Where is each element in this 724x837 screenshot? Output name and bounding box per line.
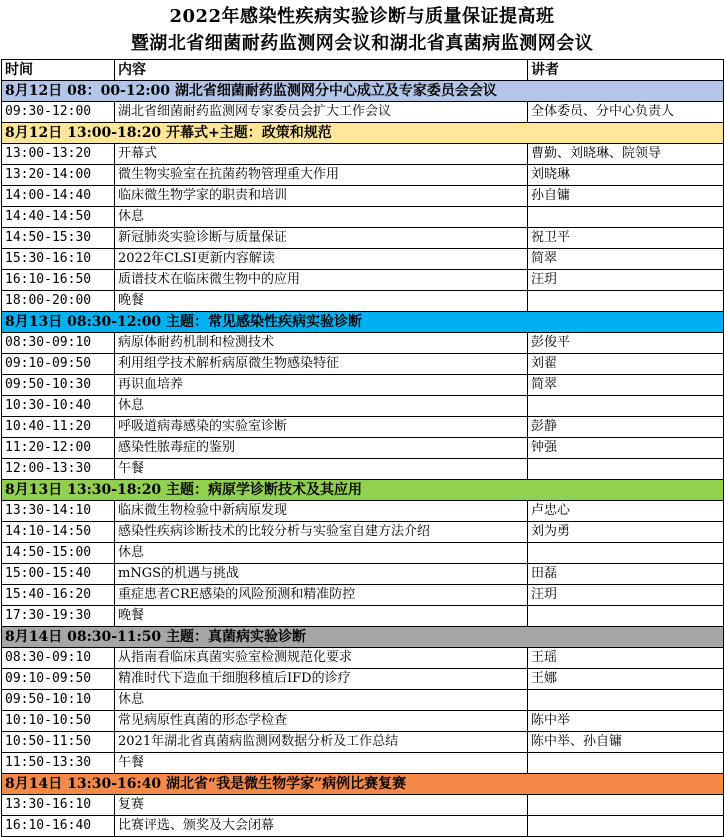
schedule-row: [2, 564, 724, 585]
session-content: 临床微生物学家的职责和培训: [115, 186, 528, 207]
header-speaker: 讲者: [528, 60, 724, 81]
session-speaker: 卢忠心: [528, 501, 724, 522]
session-speaker: [528, 291, 724, 312]
session-content: 午餐: [115, 753, 528, 774]
session-content: mNGS的机遇与挑战: [115, 564, 528, 585]
session-speaker: [528, 816, 724, 837]
schedule-row: [2, 354, 724, 375]
session-time: 16:10-16:50: [2, 270, 115, 291]
schedule-row: [2, 249, 724, 270]
session-content: 休息: [115, 543, 528, 564]
session-content: 利用组学技术解析病原微生物感染特征: [115, 354, 528, 375]
session-time: 15:30-16:10: [2, 249, 115, 270]
session-content: 开幕式: [115, 144, 528, 165]
session-time: 18:00-20:00: [2, 291, 115, 312]
session-time: 13:00-13:20: [2, 144, 115, 165]
section-header-row: [2, 312, 724, 333]
session-content: 感染性疾病诊断技术的比较分析与实验室自建方法介绍: [115, 522, 528, 543]
session-content: 常见病原性真菌的形态学检查: [115, 711, 528, 732]
schedule-row: [2, 669, 724, 690]
session-content: 质谱技术在临床微生物中的应用: [115, 270, 528, 291]
session-content: 2021年湖北省真菌病监测网数据分析及工作总结: [115, 732, 528, 753]
session-time: 16:10-16:40: [2, 816, 115, 837]
header-time: 时间: [2, 60, 115, 81]
session-content: 呼吸道病毒感染的实验室诊断: [115, 417, 528, 438]
session-time: 11:50-13:30: [2, 753, 115, 774]
session-time: 10:30-10:40: [2, 396, 115, 417]
schedule-row: [2, 816, 724, 837]
session-speaker: 田磊: [528, 564, 724, 585]
session-time: 09:10-09:50: [2, 354, 115, 375]
session-time: 09:50-10:10: [2, 690, 115, 711]
schedule-table: [1, 59, 724, 837]
session-content: 新冠肺炎实验诊断与质量保证: [115, 228, 528, 249]
document-title: 2022年感染性疾病实验诊断与质量保证提高班: [169, 6, 555, 27]
schedule-row: [2, 711, 724, 732]
session-speaker: 彭俊平: [528, 333, 724, 354]
section-header-row: [2, 123, 724, 144]
table-header-row: [2, 60, 724, 81]
schedule-row: [2, 585, 724, 606]
section-header-row: [2, 81, 724, 102]
document-subtitle: 暨湖北省细菌耐药监测网会议和湖北省真菌病监测网会议: [130, 33, 594, 54]
session-speaker: 祝卫平: [528, 228, 724, 249]
session-content: 临床微生物检验中新病原发现: [115, 501, 528, 522]
schedule-row: [2, 753, 724, 774]
schedule-row: [2, 396, 724, 417]
schedule-row: [2, 144, 724, 165]
session-speaker: 刘为勇: [528, 522, 724, 543]
schedule-row: [2, 648, 724, 669]
session-speaker: 陈中举: [528, 711, 724, 732]
section-title: 8月14日 13:30-16:40 湖北省“我是微生物学家”病例比赛复赛: [2, 774, 724, 795]
session-speaker: 简翠: [528, 249, 724, 270]
session-speaker: [528, 543, 724, 564]
schedule-row: [2, 501, 724, 522]
section-header-row: [2, 480, 724, 501]
session-content: 精准时代下造血干细胞移植后IFD的诊疗: [115, 669, 528, 690]
session-time: 13:30-16:10: [2, 795, 115, 816]
schedule-row: [2, 606, 724, 627]
schedule-row: [2, 207, 724, 228]
section-header-row: [2, 627, 724, 648]
session-time: 10:40-11:20: [2, 417, 115, 438]
section-header-row: [2, 774, 724, 795]
session-speaker: 汪玥: [528, 585, 724, 606]
session-speaker: 刘晓琳: [528, 165, 724, 186]
session-content: 病原体耐药机制和检测技术: [115, 333, 528, 354]
session-content: 晚餐: [115, 291, 528, 312]
session-speaker: 王娜: [528, 669, 724, 690]
session-speaker: [528, 396, 724, 417]
session-time: 10:10-10:50: [2, 711, 115, 732]
session-content: 微生物实验室在抗菌药物管理重大作用: [115, 165, 528, 186]
session-time: 08:30-09:10: [2, 648, 115, 669]
schedule-row: [2, 333, 724, 354]
schedule-row: [2, 375, 724, 396]
session-time: 11:20-12:00: [2, 438, 115, 459]
session-speaker: 全体委员、分中心负责人: [528, 102, 724, 123]
session-time: 09:50-10:30: [2, 375, 115, 396]
session-time: 13:30-14:10: [2, 501, 115, 522]
session-time: 08:30-09:10: [2, 333, 115, 354]
session-time: 14:50-15:30: [2, 228, 115, 249]
session-content: 比赛评选、颁奖及大会闭幕: [115, 816, 528, 837]
schedule-row: [2, 102, 724, 123]
session-time: 09:10-09:50: [2, 669, 115, 690]
schedule-row: [2, 543, 724, 564]
schedule-row: [2, 438, 724, 459]
session-speaker: [528, 606, 724, 627]
session-time: 14:50-15:00: [2, 543, 115, 564]
session-speaker: 孙自镛: [528, 186, 724, 207]
session-content: 再识血培养: [115, 375, 528, 396]
schedule-row: [2, 732, 724, 753]
schedule-body: [2, 60, 724, 837]
session-content: 湖北省细菌耐药监测网专家委员会扩大工作会议: [115, 102, 528, 123]
session-content: 午餐: [115, 459, 528, 480]
schedule-row: [2, 417, 724, 438]
session-time: 12:00-13:30: [2, 459, 115, 480]
session-speaker: [528, 690, 724, 711]
schedule-row: [2, 291, 724, 312]
session-content: 2022年CLSI更新内容解读: [115, 249, 528, 270]
session-content: 从指南看临床真菌实验室检测规范化要求: [115, 648, 528, 669]
header-content: 内容: [115, 60, 528, 81]
session-speaker: [528, 207, 724, 228]
section-title: 8月12日 08：00-12:00 湖北省细菌耐药监测网分中心成立及专家委员会会议: [2, 81, 724, 102]
schedule-row: [2, 690, 724, 711]
section-title: 8月14日 08:30-11:50 主题：真菌病实验诊断: [2, 627, 724, 648]
session-speaker: 刘翟: [528, 354, 724, 375]
session-speaker: 陈中举、孙自镛: [528, 732, 724, 753]
session-time: 13:20-14:00: [2, 165, 115, 186]
schedule-row: [2, 165, 724, 186]
session-time: 15:40-16:20: [2, 585, 115, 606]
session-content: 晚餐: [115, 606, 528, 627]
session-speaker: [528, 753, 724, 774]
schedule-row: [2, 270, 724, 291]
session-speaker: [528, 795, 724, 816]
section-title: 8月12日 13:00-18:20 开幕式+主题：政策和规范: [2, 123, 724, 144]
session-speaker: 王瑶: [528, 648, 724, 669]
session-speaker: [528, 459, 724, 480]
session-time: 14:40-14:50: [2, 207, 115, 228]
session-speaker: 汪玥: [528, 270, 724, 291]
session-content: 复赛: [115, 795, 528, 816]
schedule-row: [2, 459, 724, 480]
schedule-row: [2, 795, 724, 816]
session-time: 15:00-15:40: [2, 564, 115, 585]
schedule-row: [2, 522, 724, 543]
session-content: 休息: [115, 690, 528, 711]
session-content: 感染性脓毒症的鉴别: [115, 438, 528, 459]
session-speaker: 彭静: [528, 417, 724, 438]
session-time: 09:30-12:00: [2, 102, 115, 123]
session-speaker: 钟强: [528, 438, 724, 459]
session-content: 休息: [115, 396, 528, 417]
session-time: 10:50-11:50: [2, 732, 115, 753]
session-content: 重症患者CRE感染的风险预测和精准防控: [115, 585, 528, 606]
session-content: 休息: [115, 207, 528, 228]
section-title: 8月13日 08:30-12:00 主题：常见感染性疾病实验诊断: [2, 312, 724, 333]
session-time: 14:10-14:50: [2, 522, 115, 543]
session-speaker: 简翠: [528, 375, 724, 396]
schedule-row: [2, 228, 724, 249]
session-time: 17:30-19:30: [2, 606, 115, 627]
section-title: 8月13日 13:30-18:20 主题：病原学诊断技术及其应用: [2, 480, 724, 501]
session-time: 14:00-14:40: [2, 186, 115, 207]
session-speaker: 曹勤、刘晓琳、院领导: [528, 144, 724, 165]
schedule-row: [2, 186, 724, 207]
